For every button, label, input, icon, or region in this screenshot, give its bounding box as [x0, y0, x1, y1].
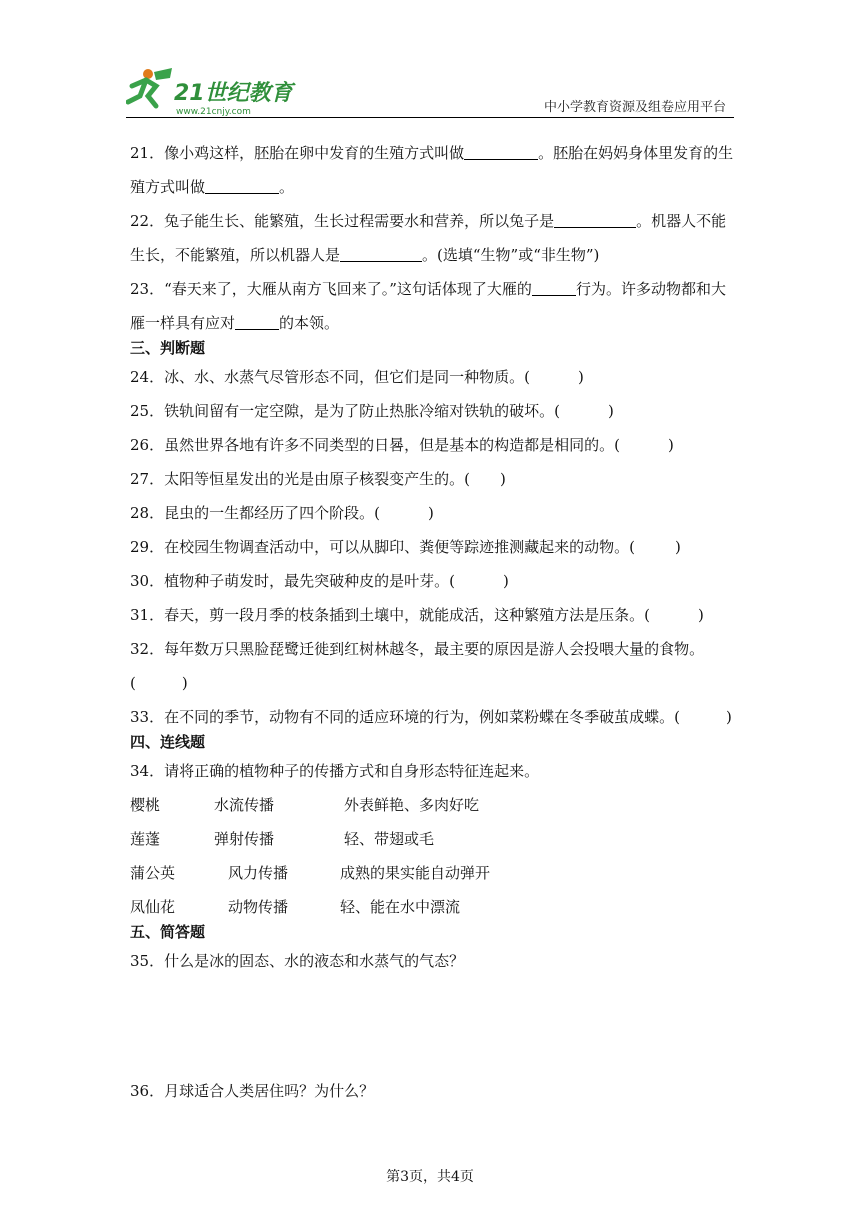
question-22-line-1: 22．兔子能生长、能繁殖，生长过程需要水和营养，所以兔子是 。机器人不能 — [130, 206, 732, 240]
question-21-line-2: 殖方式叫做 。 — [130, 172, 732, 206]
section-title-match: 四、连线题 — [130, 733, 206, 751]
question-28: 28．昆虫的一生都经历了四个阶段。( ) — [130, 504, 434, 522]
question-33: 33．在不同的季节，动物有不同的适应环境的行为，例如菜粉蝶在冬季破茧成蝶。( ) — [130, 708, 732, 726]
question-29: 29．在校园生物调查活动中，可以从脚印、粪便等踪迹推测藏起来的动物。( ) — [130, 538, 681, 556]
platform-name: 中小学教育资源及组卷应用平台 — [543, 100, 726, 115]
match-row — [130, 824, 732, 858]
answer-blank[interactable] — [554, 209, 636, 228]
method-item[interactable]: 动物传播 — [228, 898, 289, 916]
plant-item[interactable]: 樱桃 — [130, 796, 161, 814]
feature-item[interactable]: 外表鲜艳、多肉好吃 — [344, 796, 480, 814]
question-35: 35．什么是冰的固态、水的液态和水蒸气的气态？ — [130, 952, 465, 970]
question-32: 32．每年数万只黑脸琵鹭迁徙到红树林越冬，最主要的原因是游人会投喂大量的食物。 — [130, 640, 705, 658]
method-item[interactable]: 风力传播 — [228, 864, 289, 882]
plant-item[interactable]: 蒲公英 — [130, 864, 176, 882]
method-item[interactable]: 弹射传播 — [214, 830, 275, 848]
page-footer: 第3页，共4页 — [386, 1169, 474, 1185]
question-25: 25．铁轨间留有一定空隙，是为了防止热胀冷缩对铁轨的破坏。( ) — [130, 402, 614, 420]
answer-area[interactable] — [130, 980, 732, 1076]
question-22-line-2: 生长，不能繁殖，所以机器人是 。(选填“生物”或“非生物”) — [130, 240, 732, 274]
question-26: 26．虽然世界各地有许多不同类型的日晷，但是基本的构造都是相同的。( ) — [130, 436, 674, 454]
question-36: 36．月球适合人类居住吗？为什么？ — [130, 1082, 375, 1100]
header-divider — [126, 117, 734, 118]
page-content — [130, 138, 732, 1110]
answer-blank[interactable] — [205, 175, 279, 194]
question-34: 34．请将正确的植物种子的传播方式和自身形态特征连起来。 — [130, 762, 540, 780]
question-31: 31．春天，剪一段月季的枝条插到土壤中，就能成活，这种繁殖方法是压条。( ) — [130, 606, 704, 624]
question-27: 27．太阳等恒星发出的光是由原子核裂变产生的。( ) — [130, 470, 506, 488]
match-row — [130, 892, 732, 918]
section-title-judge: 三、判断题 — [130, 339, 206, 357]
question-24: 24．冰、水、水蒸气尽管形态不同，但它们是同一种物质。( ) — [130, 368, 584, 386]
plant-item[interactable]: 凤仙花 — [130, 898, 176, 916]
plant-item[interactable]: 莲蓬 — [130, 830, 161, 848]
answer-blank[interactable] — [532, 277, 576, 296]
question-21-line-1: 21．像小鸡这样，胚胎在卵中发育的生殖方式叫做 。胚胎在妈妈身体里发育的生 — [130, 138, 732, 172]
method-item[interactable]: 水流传播 — [214, 796, 275, 814]
question-23-line-2: 雁一样具有应对 的本领。 — [130, 308, 732, 334]
question-30: 30．植物种子萌发时，最先突破种皮的是叶芽。( ) — [130, 572, 509, 590]
feature-item[interactable]: 轻、带翅或毛 — [344, 830, 435, 848]
match-row — [130, 858, 732, 892]
runner-icon — [128, 68, 172, 106]
answer-blank[interactable] — [464, 141, 538, 160]
logo-url: www.21cnjy.com — [176, 107, 251, 117]
answer-blank[interactable] — [340, 243, 422, 262]
question-23-line-1: 23．“春天来了，大雁从南方飞回来了。”这句话体现了大雁的 行为。许多动物都和大 — [130, 274, 732, 308]
match-row — [130, 790, 732, 824]
feature-item[interactable]: 成熟的果实能自动弹开 — [340, 864, 491, 882]
feature-item[interactable]: 轻、能在水中漂流 — [340, 898, 461, 916]
21cnjy-logo — [126, 66, 296, 118]
logo-text: 21世纪教育 — [174, 81, 293, 106]
question-32-paren: ( ) — [130, 674, 188, 692]
section-title-short: 五、简答题 — [130, 923, 206, 941]
answer-blank[interactable] — [235, 311, 279, 330]
